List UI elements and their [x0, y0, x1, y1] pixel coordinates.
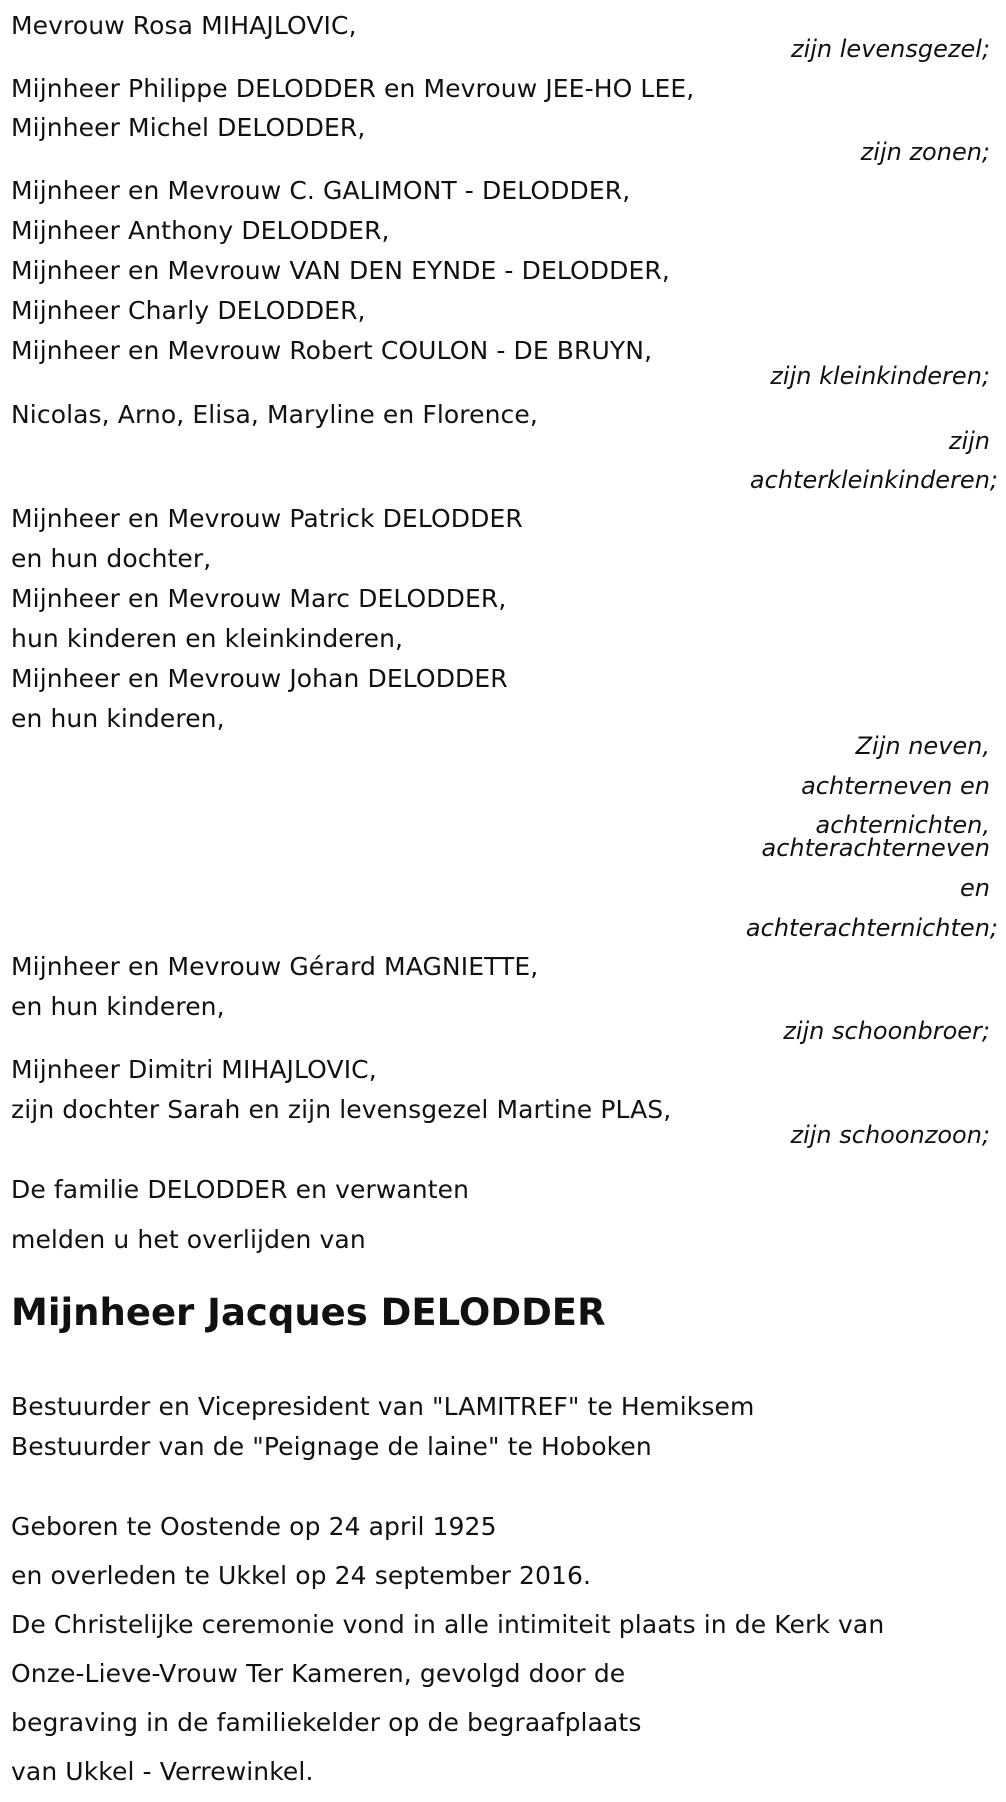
relation-label: zijn zonen;	[860, 138, 990, 166]
relation-label: achterkleinkinderen;	[749, 466, 998, 494]
name-line: en hun kinderen,	[11, 704, 225, 733]
relation-label: zijn kleinkinderen;	[770, 362, 990, 390]
name-line: Mijnheer Philippe DELODDER en Mevrouw JEE-HO LEE,	[11, 74, 695, 103]
relation-label: zijn	[948, 427, 990, 455]
name-line: Mijnheer Michel DELODDER,	[11, 113, 366, 142]
name-line: Mijnheer Charly DELODDER,	[11, 296, 366, 325]
detail-line: van Ukkel - Verrewinkel.	[11, 1757, 314, 1786]
relation-label: zijn schoonbroer;	[783, 1017, 990, 1045]
name-line: Mijnheer en Mevrouw Patrick DELODDER	[11, 504, 523, 533]
name-line: Mijnheer en Mevrouw Marc DELODDER,	[11, 584, 507, 613]
detail-line: begraving in de familiekelder op de begraafplaats	[11, 1708, 642, 1737]
name-line: Mijnheer en Mevrouw VAN DEN EYNDE - DELODDER,	[11, 256, 670, 285]
deceased-name: Mijnheer Jacques DELODDER	[11, 1291, 606, 1334]
announcement-line: De familie DELODDER en verwanten	[11, 1175, 470, 1204]
relation-label: achterachternichten;	[745, 914, 998, 942]
relation-label: Zijn neven,	[855, 732, 990, 760]
name-line: Mevrouw Rosa MIHAJLOVIC,	[11, 11, 357, 40]
name-line: Nicolas, Arno, Elisa, Maryline en Florence,	[11, 400, 538, 429]
detail-line: Geboren te Oostende op 24 april 1925	[11, 1512, 497, 1541]
relation-label: achterneven en	[801, 772, 990, 800]
relation-label: achternichten,	[815, 811, 990, 839]
name-line: Mijnheer Anthony DELODDER,	[11, 216, 390, 245]
name-line: zijn dochter Sarah en zijn levensgezel Martine PLAS,	[11, 1095, 672, 1124]
relation-label: zijn schoonzoon;	[790, 1121, 990, 1149]
detail-line: en overleden te Ukkel op 24 september 2016.	[11, 1561, 592, 1590]
function-line: Bestuurder van de "Peignage de laine" te Hoboken	[11, 1432, 652, 1461]
function-line: Bestuurder en Vicepresident van "LAMITREF" te Hemiksem	[11, 1392, 755, 1421]
name-line: Mijnheer en Mevrouw Gérard MAGNIETTE,	[11, 952, 539, 981]
detail-line: De Christelijke ceremonie vond in alle intimiteit plaats in de Kerk van	[11, 1610, 885, 1639]
name-line: en hun dochter,	[11, 544, 212, 573]
relation-label: zijn levensgezel;	[790, 35, 990, 63]
detail-line: Onze-Lieve-Vrouw Ter Kameren, gevolgd door de	[11, 1659, 626, 1688]
name-line: Mijnheer Dimitri MIHAJLOVIC,	[11, 1055, 377, 1084]
relation-label: en	[960, 874, 990, 902]
name-line: Mijnheer en Mevrouw C. GALIMONT - DELODDER,	[11, 176, 631, 205]
announcement-line: melden u het overlijden van	[11, 1225, 366, 1254]
name-line: Mijnheer en Mevrouw Robert COULON - DE BRUYN,	[11, 336, 653, 365]
name-line: Mijnheer en Mevrouw Johan DELODDER	[11, 664, 508, 693]
relation-label: achterachterneven	[761, 834, 990, 862]
name-line: hun kinderen en kleinkinderen,	[11, 624, 404, 653]
name-line: en hun kinderen,	[11, 992, 225, 1021]
